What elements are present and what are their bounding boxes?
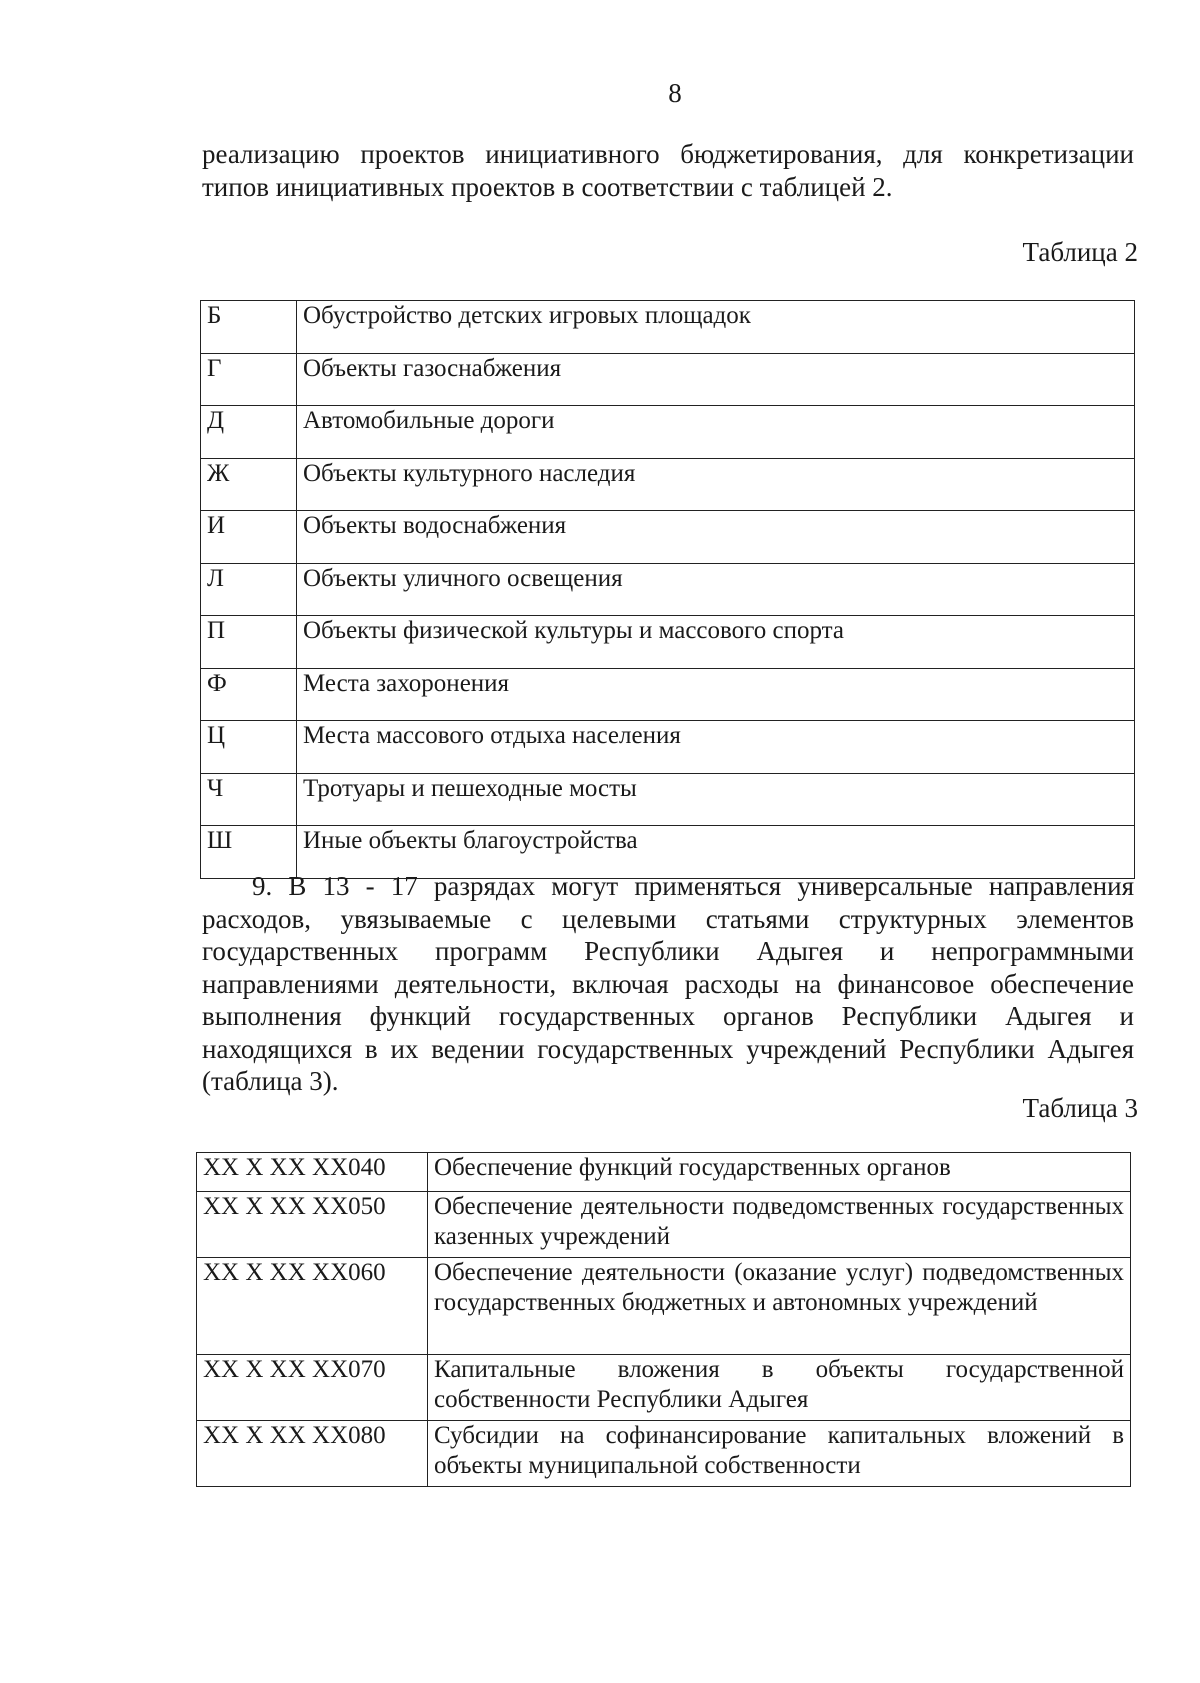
table-cell-text: Обустройство детских игровых площадок bbox=[297, 301, 1135, 354]
table-cell-text: Объекты уличного освещения bbox=[297, 563, 1135, 616]
paragraph-9: 9. В 13 - 17 разрядах могут применяться универсальные направления расходов, увязываемые с целевыми статьями структурных элементов государственных программ Республики Адыгея и непрограммными направлениями деятельности, включая расходы на финансовое обеспечение выполнения функций государственных органов Республики Адыгея и находящихся в их ведении государственных учреждений Республики Адыгея (таблица 3). bbox=[202, 871, 1134, 1096]
table-cell-code: Ф bbox=[201, 668, 297, 721]
table-row bbox=[201, 668, 1135, 721]
table-row bbox=[197, 1153, 1131, 1192]
table-cell-text: Обеспечение деятельности подведомственных государственных казенных учреждений bbox=[428, 1192, 1131, 1258]
table-cell-text: Места захоронения bbox=[297, 668, 1135, 721]
table-row bbox=[201, 773, 1135, 826]
table-cell-code: XX X XX XX060 bbox=[197, 1258, 428, 1355]
table-2-caption: Таблица 2 bbox=[1022, 237, 1138, 267]
table-cell-code: Ч bbox=[201, 773, 297, 826]
page-number: 8 bbox=[668, 78, 682, 108]
table-cell-code: XX X XX XX080 bbox=[197, 1421, 428, 1487]
table-cell-code: И bbox=[201, 511, 297, 564]
table-cell-text: Объекты газоснабжения bbox=[297, 353, 1135, 406]
table-cell-text: Автомобильные дороги bbox=[297, 406, 1135, 459]
table-row bbox=[201, 406, 1135, 459]
table-2 bbox=[200, 300, 1135, 879]
table-cell-text: Объекты физической культуры и массового спорта bbox=[297, 616, 1135, 669]
table-cell-text: Объекты культурного наследия bbox=[297, 458, 1135, 511]
table-row bbox=[197, 1421, 1131, 1487]
table-3 bbox=[196, 1152, 1131, 1487]
table-cell-code: Д bbox=[201, 406, 297, 459]
table-row bbox=[197, 1258, 1131, 1355]
table-cell-code: Б bbox=[201, 301, 297, 354]
intro-paragraph: реализацию проектов инициативного бюджетирования, для конкретизации типов инициативных проектов в соответствии с таблицей 2. bbox=[202, 139, 1134, 202]
table-cell-text: Обеспечение деятельности (оказание услуг) подведомственных государственных бюджетных и автономных учреждений bbox=[428, 1258, 1131, 1355]
table-row bbox=[201, 301, 1135, 354]
table-cell-code: Л bbox=[201, 563, 297, 616]
table-row bbox=[201, 563, 1135, 616]
table-cell-code: Ж bbox=[201, 458, 297, 511]
table-cell-code: XX X XX XX040 bbox=[197, 1153, 428, 1192]
table-cell-text: Субсидии на софинансирование капитальных вложений в объекты муниципальной собственности bbox=[428, 1421, 1131, 1487]
table-row bbox=[197, 1355, 1131, 1421]
table-cell-text: Тротуары и пешеходные мосты bbox=[297, 773, 1135, 826]
table-row bbox=[197, 1192, 1131, 1258]
table-row bbox=[201, 721, 1135, 774]
table-cell-text: Иные объекты благоустройства bbox=[297, 826, 1135, 879]
table-cell-text: Объекты водоснабжения bbox=[297, 511, 1135, 564]
table-row bbox=[201, 353, 1135, 406]
table-cell-code: XX X XX XX050 bbox=[197, 1192, 428, 1258]
table-cell-text: Обеспечение функций государственных органов bbox=[428, 1153, 1131, 1192]
table-cell-text: Капитальные вложения в объекты государственной собственности Республики Адыгея bbox=[428, 1355, 1131, 1421]
table-cell-code: XX X XX XX070 bbox=[197, 1355, 428, 1421]
table-row bbox=[201, 511, 1135, 564]
table-cell-code: Ш bbox=[201, 826, 297, 879]
table-cell-code: Г bbox=[201, 353, 297, 406]
table-cell-code: Ц bbox=[201, 721, 297, 774]
table-row bbox=[201, 616, 1135, 669]
table-cell-text: Места массового отдыха населения bbox=[297, 721, 1135, 774]
table-row bbox=[201, 458, 1135, 511]
table-3-caption: Таблица 3 bbox=[1022, 1093, 1138, 1123]
table-cell-code: П bbox=[201, 616, 297, 669]
